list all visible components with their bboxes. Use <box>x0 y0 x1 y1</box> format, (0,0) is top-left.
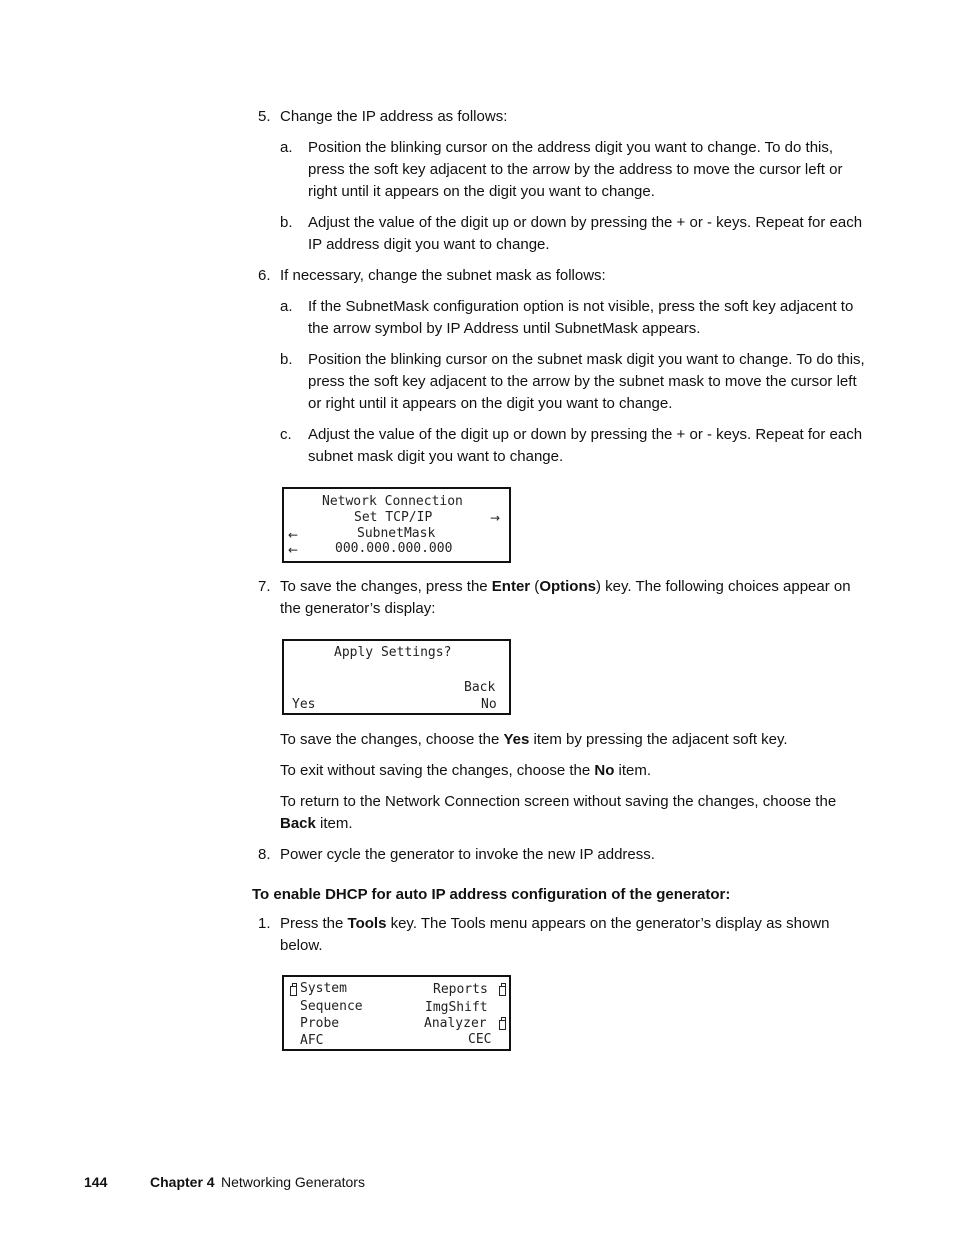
lcd-title: Network Connection <box>322 494 463 509</box>
step-5a-line: right until it appears on the digit you want to change. <box>308 183 655 200</box>
tools-item-cec: CEC <box>468 1032 492 1047</box>
step-5a-line: press the soft key adjacent to the arrow by the address to move the cursor left or <box>308 161 843 178</box>
step-6b-line: Position the blinking cursor on the subnet mask digit you want to change. To do this, <box>308 351 865 368</box>
step-6b-line: press the soft key adjacent to the arrow by the subnet mask to move the cursor left <box>308 373 857 390</box>
folder-icon <box>499 986 506 996</box>
step-5a-line: Position the blinking cursor on the address digit you want to change. To do this, <box>308 139 834 156</box>
tools-item-probe: Probe <box>300 1016 340 1031</box>
para-choose-no: To exit without saving the changes, choose the No item. <box>280 762 652 779</box>
tools-item-imgshift: ImgShift <box>425 1000 488 1015</box>
lcd-subnetmask-label: SubnetMask <box>357 526 436 541</box>
footer-chapter-title: Networking Generators <box>221 1174 365 1190</box>
lcd-menu-set-tcp-ip: Set TCP/IP <box>354 510 433 525</box>
step-5b-line: Adjust the value of the digit up or down by pressing the + or - keys. Repeat for each <box>308 214 863 231</box>
tools-item-sequence: Sequence <box>300 999 363 1014</box>
para-choose-back: To return to the Network Connection screen without saving the changes, choose the <box>280 793 837 810</box>
lcd-tools-menu <box>282 975 511 1051</box>
tools-item-system: System <box>300 981 347 996</box>
tools-item-afc: AFC <box>300 1033 324 1048</box>
para-choose-back-line2: Back item. <box>280 815 353 832</box>
step-1-number: 1. <box>258 915 271 932</box>
lcd-network-connection <box>282 487 511 563</box>
folder-icon <box>290 986 297 996</box>
tools-item-analyzer: Analyzer <box>424 1016 487 1031</box>
page-number: 144 <box>84 1174 108 1190</box>
step-5a-label: a. <box>280 139 293 156</box>
step-5-number: 5. <box>258 108 271 125</box>
step-6-text: If necessary, change the subnet mask as follows: <box>280 267 606 284</box>
step-6b-line: or right until it appears on the digit you want to change. <box>308 395 673 412</box>
arrow-right-icon: → <box>490 511 501 525</box>
lcd-no-option: No <box>481 697 497 712</box>
step-7-number: 7. <box>258 578 271 595</box>
arrow-left-icon: ← <box>288 528 299 542</box>
tools-key-name: Tools <box>347 915 387 932</box>
step-6a-line: the arrow symbol by IP Address until SubnetMask appears. <box>308 320 701 337</box>
lcd-subnetmask-value: 000.000.000.000 <box>335 541 453 556</box>
para-choose-yes: To save the changes, choose the Yes item by pressing the adjacent soft key. <box>280 731 788 748</box>
step-5-text: Change the IP address as follows: <box>280 108 508 125</box>
step-6-number: 6. <box>258 267 271 284</box>
step-6b-label: b. <box>280 351 293 368</box>
arrow-left-icon: ← <box>288 543 299 557</box>
dhcp-heading: To enable DHCP for auto IP address configuration of the generator: <box>252 886 731 903</box>
step-5b-line: IP address digit you want to change. <box>308 236 550 253</box>
step-6c-line: Adjust the value of the digit up or down by pressing the + or - keys. Repeat for each <box>308 426 863 443</box>
step-6a-line: If the SubnetMask configuration option is not visible, press the soft key adjacent to <box>308 298 854 315</box>
step-8-number: 8. <box>258 846 271 863</box>
lcd-apply-title: Apply Settings? <box>334 645 452 660</box>
step-6c-line: subnet mask digit you want to change. <box>308 448 564 465</box>
step-8-text: Power cycle the generator to invoke the new IP address. <box>280 846 655 863</box>
step-5b-label: b. <box>280 214 293 231</box>
options-key-name: Options <box>539 578 596 595</box>
step-7-text-line2: the generator’s display: <box>280 600 436 617</box>
folder-icon <box>499 1020 506 1030</box>
lcd-yes-option: Yes <box>292 697 316 712</box>
step-1-text: Press the Tools key. The Tools menu appears on the generator’s display as shown <box>280 915 830 932</box>
enter-key-name: Enter <box>491 578 531 595</box>
step-7-text: To save the changes, press the Enter (Options) key. The following choices appear on <box>280 578 851 595</box>
lcd-back-option: Back <box>464 680 496 695</box>
step-6c-label: c. <box>280 426 292 443</box>
footer-chapter: Chapter 4 <box>150 1174 215 1190</box>
step-6a-label: a. <box>280 298 293 315</box>
tools-item-reports: Reports <box>433 982 488 997</box>
lcd-apply-settings <box>282 639 511 715</box>
step-1-text-line2: below. <box>280 937 323 954</box>
